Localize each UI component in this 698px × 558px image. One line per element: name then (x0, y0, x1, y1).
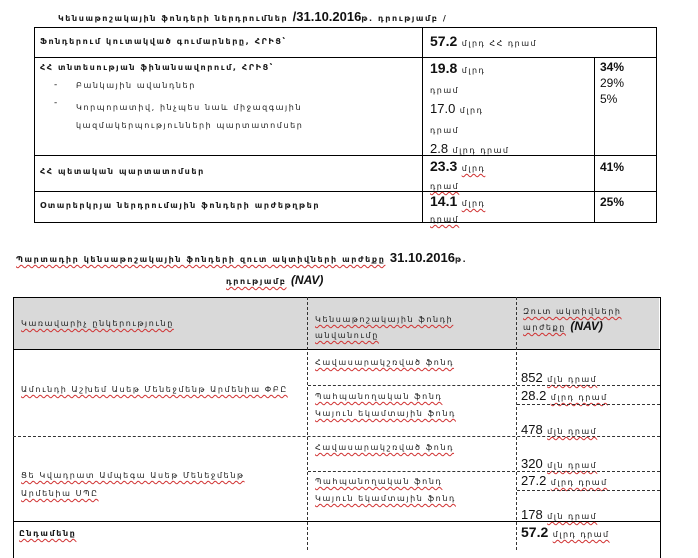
other-amount: 2.8 (430, 141, 449, 156)
corporate-bonds-unit-a: մլրդ (459, 106, 484, 115)
economy-financing-label: ՀՀ տնտեսության ֆինանսավորում, ՀՐԻՑ՝ (40, 63, 274, 72)
nav-amount: 478 (521, 422, 543, 437)
economy-financing-amount: 19.8 (430, 60, 458, 76)
fund-conservative: Պահպանողական ֆոնդ (315, 392, 443, 401)
nav-col-divider (307, 297, 308, 550)
table1-col-divider (594, 57, 595, 222)
nav-value-row (521, 387, 608, 405)
economy-financing-values (430, 59, 590, 160)
total-assets-unit: մլրդ ՀՀ դրամ (461, 39, 538, 48)
top-title-date: /31.10.2016 (292, 9, 362, 24)
nav-title-suffix-b: դրությամբ (226, 277, 287, 286)
fund-balanced: Հավասարակշռված ֆոնդ (315, 358, 455, 367)
total-assets-label: Ֆոնդերում կուտակված գումարները, ՀՐԻՑ՝ (40, 37, 287, 46)
nav-unit: մլն դրամ (547, 427, 598, 436)
nav-title-text: Պարտադիր կենսաթոշակային ֆոնդերի զուտ ակտիվների արժեքը (16, 255, 386, 264)
total-amount: 57.2 (521, 524, 549, 540)
nav-row-divider (517, 385, 660, 386)
total-assets-amount: 57.2 (430, 33, 458, 49)
nav-table (13, 297, 661, 550)
bullet-dash: - (54, 98, 58, 108)
nav-title-nav: (NAV) (290, 273, 324, 287)
bullet-dash: - (54, 80, 58, 90)
economy-financing-unit-a: մլրդ (461, 66, 486, 75)
bank-deposits-percent: 29% (600, 76, 625, 90)
nav-amount: 178 (521, 507, 543, 522)
corporate-bonds-percent: 5% (600, 92, 618, 106)
header-manager: Կառավարիչ ընկերությունը (21, 319, 174, 328)
nav-title-date: 31.10.2016 (389, 250, 455, 265)
top-title (58, 8, 698, 26)
nav-value-row (521, 506, 597, 524)
table1-divider (34, 57, 656, 58)
economy-financing-percents (600, 59, 652, 107)
table1-col-divider (422, 27, 423, 222)
nav-row-divider (517, 404, 660, 405)
fund-stable-income: Կայուն եկամտային ֆոնդ (315, 409, 456, 418)
economy-financing-unit-b: դրամ (430, 86, 460, 95)
corporate-bonds-unit-b: դրամ (430, 126, 460, 135)
gov-bonds-label: ՀՀ պետական պարտատոմսեր (40, 167, 205, 176)
portfolio-table (34, 27, 657, 223)
nav-row-divider (517, 490, 660, 491)
gov-bonds-value (430, 158, 590, 195)
nav-unit: մլրդ դրամ (550, 393, 608, 402)
nav-amount: 852 (521, 370, 543, 385)
nav-title (16, 248, 686, 292)
gov-bonds-unit-a: մլրդ (461, 164, 486, 173)
nav-value-row (521, 472, 608, 490)
nav-amount: 28.2 (521, 388, 547, 403)
nav-col-divider (516, 297, 517, 550)
nav-unit: մլն դրամ (547, 512, 598, 521)
economy-financing-percent: 34% (600, 60, 625, 74)
gov-bonds-amount: 23.3 (430, 158, 458, 174)
total-assets-value (430, 33, 537, 51)
manager-amundi: Ամունդի Աշխեմ Ասեթ Մենեջմենթ Արմենիա ՓԲԸ (21, 385, 288, 394)
fund-row-divider (308, 385, 515, 386)
nav-value-row (521, 421, 597, 439)
fund-stable-income: Կայուն եկամտային ֆոնդ (315, 494, 456, 503)
top-title-suffix: թ. դրությամբ / (361, 14, 448, 23)
fund-row-divider (308, 471, 515, 472)
fund-balanced: Հավասարակշռված ֆոնդ (315, 443, 455, 452)
header-nav (523, 303, 653, 335)
nav-unit: մլրդ դրամ (550, 478, 608, 487)
total-value (521, 524, 610, 542)
nav-unit: մլն դրամ (547, 461, 598, 470)
gov-bonds-unit-b: դրամ (430, 182, 460, 191)
corporate-bonds-label: Կորպորատիվ, ինչպես նաև միջազգային կազմակերպությունների պարտատոմսեր (76, 103, 304, 130)
nav-table-header-divider (13, 349, 660, 350)
foreign-funds-label: Օտարերկրյա ներդրումային ֆոնդերի արժեթղթեր (40, 201, 321, 210)
corporate-bonds-amount: 17.0 (430, 101, 456, 116)
header-fund: Կենսաթոշակային ֆոնդի անվանումը (315, 315, 454, 340)
nav-title-suffix-a: թ. (454, 255, 468, 264)
nav-amount: 320 (521, 456, 543, 471)
foreign-funds-percent: 25% (600, 195, 625, 209)
gov-bonds-percent: 41% (600, 160, 625, 174)
foreign-funds-unit-b: դրամ (430, 215, 460, 224)
nav-unit: մլն դրամ (547, 375, 598, 384)
top-title-text: Կենսաթոշակային ֆոնդերի ներդրումներ (58, 14, 289, 23)
foreign-funds-amount: 14.1 (430, 193, 458, 209)
fund-conservative: Պահպանողական ֆոնդ (315, 477, 443, 486)
total-label: Ընդամենը (19, 529, 77, 538)
foreign-funds-unit-a: մլրդ (461, 199, 486, 208)
other-unit: մլրդ դրամ (452, 146, 510, 155)
manager-c-quadrat: Ցե Կվադրատ Ամպեգա Ասեթ Մենեջմենթ Արմենիա ՍՊԸ (21, 471, 245, 498)
foreign-funds-value (430, 194, 590, 227)
nav-amount: 27.2 (521, 473, 547, 488)
header-nav-text: Զուտ ակտիվների արժեքը (523, 307, 622, 332)
bank-deposits-label: Բանկային ավանդներ (76, 81, 196, 90)
total-unit: մլրդ դրամ (552, 530, 610, 539)
header-nav-suffix: (NAV) (570, 319, 603, 333)
